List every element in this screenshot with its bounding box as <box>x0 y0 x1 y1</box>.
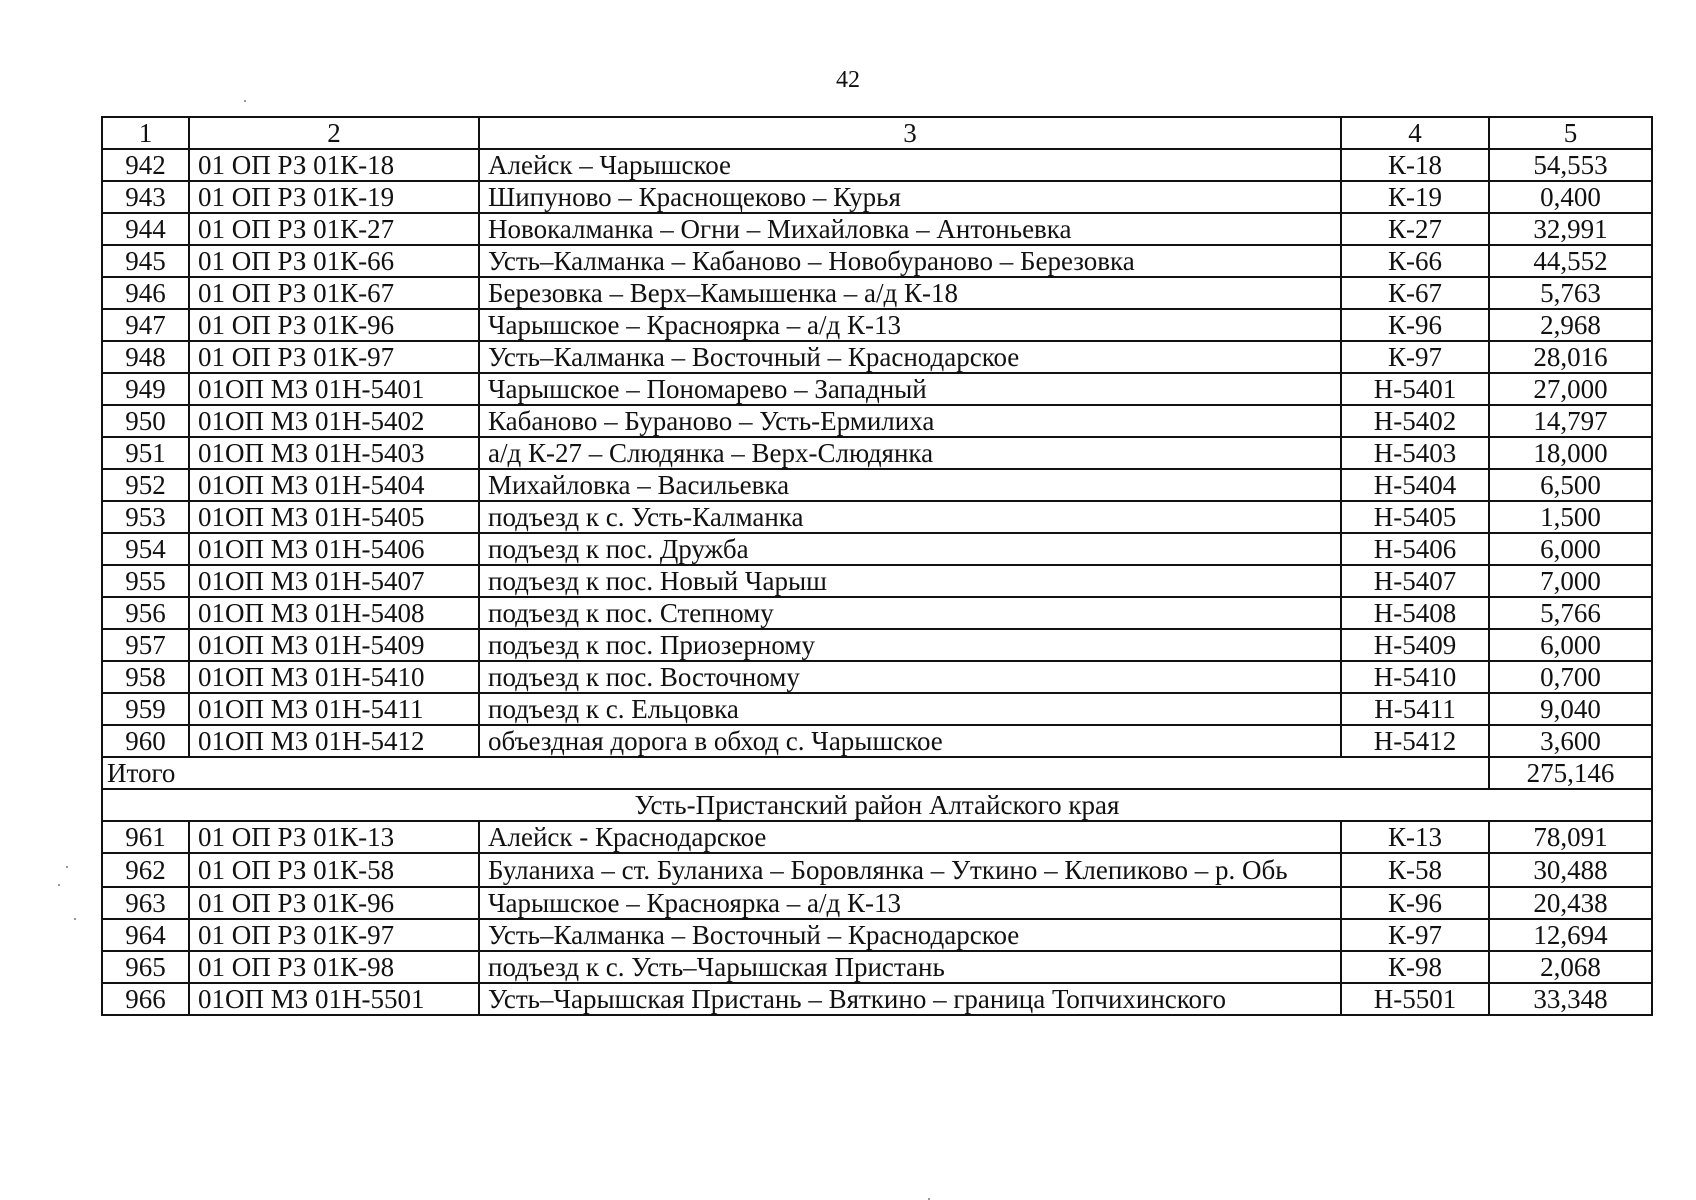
row-number-cell: 953 <box>102 501 189 533</box>
row-number-cell: 942 <box>102 149 189 181</box>
row-number-cell: 948 <box>102 341 189 373</box>
table-row <box>102 149 1652 181</box>
row-number-cell: 945 <box>102 245 189 277</box>
table-row <box>102 469 1652 501</box>
road-name-cell: Усть–Чарышская Пристань – Вяткино – граница Топчихинского <box>479 983 1341 1015</box>
road-code-cell: 01 ОП РЗ 01К-67 <box>189 277 479 309</box>
road-length-cell: 18,000 <box>1489 437 1652 469</box>
table-row <box>102 309 1652 341</box>
row-number-cell: 947 <box>102 309 189 341</box>
road-id-cell: Н-5404 <box>1341 469 1489 501</box>
column-header-1: 1 <box>102 117 189 149</box>
scan-speck <box>58 884 60 886</box>
column-header-5: 5 <box>1489 117 1652 149</box>
table-row <box>102 501 1652 533</box>
table-row <box>102 533 1652 565</box>
road-id-cell: К-18 <box>1341 149 1489 181</box>
table-row <box>102 181 1652 213</box>
table-row <box>102 821 1652 853</box>
table-row <box>102 597 1652 629</box>
road-length-cell: 2,068 <box>1489 951 1652 983</box>
road-name-cell: подъезд к с. Усть-Калманка <box>479 501 1341 533</box>
row-number-cell: 961 <box>102 821 189 853</box>
road-length-cell: 12,694 <box>1489 919 1652 951</box>
table-row <box>102 983 1652 1015</box>
road-length-cell: 2,968 <box>1489 309 1652 341</box>
road-name-cell: подъезд к пос. Новый Чарыш <box>479 565 1341 597</box>
row-number-cell: 944 <box>102 213 189 245</box>
road-code-cell: 01ОП МЗ 01Н-5501 <box>189 983 479 1015</box>
road-code-cell: 01ОП МЗ 01Н-5412 <box>189 725 479 757</box>
road-name-cell: подъезд к с. Ельцовка <box>479 693 1341 725</box>
road-code-cell: 01 ОП РЗ 01К-58 <box>189 853 479 887</box>
road-code-cell: 01ОП МЗ 01Н-5405 <box>189 501 479 533</box>
table-row <box>102 245 1652 277</box>
scan-speck <box>244 100 246 102</box>
road-name-cell: Алейск - Краснодарское <box>479 821 1341 853</box>
road-code-cell: 01ОП МЗ 01Н-5401 <box>189 373 479 405</box>
row-number-cell: 943 <box>102 181 189 213</box>
table-row <box>102 277 1652 309</box>
road-code-cell: 01ОП МЗ 01Н-5411 <box>189 693 479 725</box>
road-name-cell: Усть–Калманка – Восточный – Краснодарское <box>479 919 1341 951</box>
road-id-cell: К-13 <box>1341 821 1489 853</box>
row-number-cell: 958 <box>102 661 189 693</box>
row-number-cell: 965 <box>102 951 189 983</box>
road-name-cell: подъезд к с. Усть–Чарышская Пристань <box>479 951 1341 983</box>
road-name-cell: подъезд к пос. Восточному <box>479 661 1341 693</box>
road-length-cell: 14,797 <box>1489 405 1652 437</box>
road-length-cell: 6,000 <box>1489 629 1652 661</box>
road-code-cell: 01 ОП РЗ 01К-13 <box>189 821 479 853</box>
section-row <box>102 789 1652 821</box>
road-name-cell: подъезд к пос. Степному <box>479 597 1341 629</box>
road-length-cell: 54,553 <box>1489 149 1652 181</box>
road-id-cell: К-97 <box>1341 341 1489 373</box>
road-id-cell: К-96 <box>1341 309 1489 341</box>
road-id-cell: Н-5407 <box>1341 565 1489 597</box>
road-length-cell: 7,000 <box>1489 565 1652 597</box>
road-name-cell: Чарышское – Красноярка – а/д К-13 <box>479 309 1341 341</box>
road-length-cell: 0,400 <box>1489 181 1652 213</box>
road-id-cell: Н-5403 <box>1341 437 1489 469</box>
road-name-cell: Березовка – Верх–Камышенка – а/д К-18 <box>479 277 1341 309</box>
table-row <box>102 919 1652 951</box>
table-row <box>102 437 1652 469</box>
road-length-cell: 78,091 <box>1489 821 1652 853</box>
table-row <box>102 887 1652 919</box>
road-length-cell: 5,766 <box>1489 597 1652 629</box>
table-row <box>102 565 1652 597</box>
road-id-cell: Н-5409 <box>1341 629 1489 661</box>
road-id-cell: Н-5501 <box>1341 983 1489 1015</box>
road-name-cell: Усть–Калманка – Восточный – Краснодарское <box>479 341 1341 373</box>
road-id-cell: Н-5401 <box>1341 373 1489 405</box>
road-id-cell: К-27 <box>1341 213 1489 245</box>
road-name-cell: подъезд к пос. Дружба <box>479 533 1341 565</box>
table-row <box>102 373 1652 405</box>
road-length-cell: 44,552 <box>1489 245 1652 277</box>
section-title: Усть-Пристанский район Алтайского края <box>102 789 1652 821</box>
road-id-cell: Н-5402 <box>1341 405 1489 437</box>
road-code-cell: 01 ОП РЗ 01К-27 <box>189 213 479 245</box>
scan-speck <box>66 866 68 868</box>
table-row <box>102 693 1652 725</box>
header-row <box>102 117 1652 149</box>
road-code-cell: 01ОП МЗ 01Н-5402 <box>189 405 479 437</box>
road-code-cell: 01 ОП РЗ 01К-97 <box>189 919 479 951</box>
road-name-cell: Алейск – Чарышское <box>479 149 1341 181</box>
road-id-cell: К-66 <box>1341 245 1489 277</box>
scan-speck <box>74 918 76 920</box>
road-code-cell: 01ОП МЗ 01Н-5406 <box>189 533 479 565</box>
road-id-cell: К-58 <box>1341 853 1489 887</box>
row-number-cell: 966 <box>102 983 189 1015</box>
road-code-cell: 01ОП МЗ 01Н-5407 <box>189 565 479 597</box>
road-code-cell: 01 ОП РЗ 01К-96 <box>189 309 479 341</box>
row-number-cell: 963 <box>102 887 189 919</box>
table-row <box>102 951 1652 983</box>
road-name-cell: Михайловка – Васильевка <box>479 469 1341 501</box>
road-name-cell: Чарышское – Красноярка – а/д К-13 <box>479 887 1341 919</box>
road-length-cell: 27,000 <box>1489 373 1652 405</box>
table-row <box>102 661 1652 693</box>
column-header-2: 2 <box>189 117 479 149</box>
row-number-cell: 957 <box>102 629 189 661</box>
road-code-cell: 01 ОП РЗ 01К-66 <box>189 245 479 277</box>
road-name-cell: Кабаново – Бураново – Усть-Ермилиха <box>479 405 1341 437</box>
road-id-cell: Н-5405 <box>1341 501 1489 533</box>
page-number: 42 <box>836 67 860 93</box>
road-code-cell: 01ОП МЗ 01Н-5408 <box>189 597 479 629</box>
road-name-cell: Новокалманка – Огни – Михайловка – Антоньевка <box>479 213 1341 245</box>
road-code-cell: 01 ОП РЗ 01К-98 <box>189 951 479 983</box>
total-row <box>102 757 1652 789</box>
road-id-cell: К-98 <box>1341 951 1489 983</box>
road-id-cell: К-97 <box>1341 919 1489 951</box>
road-length-cell: 9,040 <box>1489 693 1652 725</box>
road-length-cell: 32,991 <box>1489 213 1652 245</box>
road-name-cell: а/д К-27 – Слюдянка – Верх-Слюдянка <box>479 437 1341 469</box>
total-value: 275,146 <box>1489 757 1652 789</box>
road-length-cell: 20,438 <box>1489 887 1652 919</box>
row-number-cell: 959 <box>102 693 189 725</box>
table-row <box>102 405 1652 437</box>
road-name-cell: Шипуново – Краснощеково – Курья <box>479 181 1341 213</box>
road-id-cell: К-19 <box>1341 181 1489 213</box>
road-length-cell: 6,500 <box>1489 469 1652 501</box>
row-number-cell: 960 <box>102 725 189 757</box>
road-id-cell: Н-5412 <box>1341 725 1489 757</box>
road-length-cell: 28,016 <box>1489 341 1652 373</box>
road-code-cell: 01ОП МЗ 01Н-5409 <box>189 629 479 661</box>
table-row <box>102 725 1652 757</box>
table-row <box>102 341 1652 373</box>
row-number-cell: 949 <box>102 373 189 405</box>
table-row <box>102 629 1652 661</box>
road-code-cell: 01 ОП РЗ 01К-97 <box>189 341 479 373</box>
road-length-cell: 6,000 <box>1489 533 1652 565</box>
row-number-cell: 946 <box>102 277 189 309</box>
road-code-cell: 01ОП МЗ 01Н-5410 <box>189 661 479 693</box>
roads-table-body <box>102 117 1652 1015</box>
road-code-cell: 01 ОП РЗ 01К-19 <box>189 181 479 213</box>
roads-table <box>101 116 1653 1016</box>
road-code-cell: 01ОП МЗ 01Н-5403 <box>189 437 479 469</box>
row-number-cell: 954 <box>102 533 189 565</box>
column-header-4: 4 <box>1341 117 1489 149</box>
table-row <box>102 853 1652 887</box>
road-code-cell: 01 ОП РЗ 01К-96 <box>189 887 479 919</box>
road-id-cell: Н-5408 <box>1341 597 1489 629</box>
road-id-cell: К-96 <box>1341 887 1489 919</box>
road-length-cell: 30,488 <box>1489 853 1652 887</box>
road-name-cell: Чарышское – Пономарево – Западный <box>479 373 1341 405</box>
total-label: Итого <box>102 757 1489 789</box>
road-name-cell: Буланиха – ст. Буланиха – Боровлянка – Уткино – Клепиково – р. Обь <box>479 853 1341 887</box>
road-length-cell: 33,348 <box>1489 983 1652 1015</box>
row-number-cell: 964 <box>102 919 189 951</box>
road-length-cell: 1,500 <box>1489 501 1652 533</box>
row-number-cell: 950 <box>102 405 189 437</box>
road-id-cell: К-67 <box>1341 277 1489 309</box>
road-id-cell: Н-5411 <box>1341 693 1489 725</box>
row-number-cell: 951 <box>102 437 189 469</box>
road-length-cell: 3,600 <box>1489 725 1652 757</box>
table-row <box>102 213 1652 245</box>
road-id-cell: Н-5406 <box>1341 533 1489 565</box>
row-number-cell: 955 <box>102 565 189 597</box>
road-code-cell: 01 ОП РЗ 01К-18 <box>189 149 479 181</box>
road-length-cell: 0,700 <box>1489 661 1652 693</box>
row-number-cell: 952 <box>102 469 189 501</box>
road-name-cell: объездная дорога в обход с. Чарышское <box>479 725 1341 757</box>
road-name-cell: Усть–Калманка – Кабаново – Новобураново – Березовка <box>479 245 1341 277</box>
road-name-cell: подъезд к пос. Приозерному <box>479 629 1341 661</box>
row-number-cell: 956 <box>102 597 189 629</box>
road-code-cell: 01ОП МЗ 01Н-5404 <box>189 469 479 501</box>
road-id-cell: Н-5410 <box>1341 661 1489 693</box>
road-length-cell: 5,763 <box>1489 277 1652 309</box>
column-header-3: 3 <box>479 117 1341 149</box>
row-number-cell: 962 <box>102 853 189 887</box>
